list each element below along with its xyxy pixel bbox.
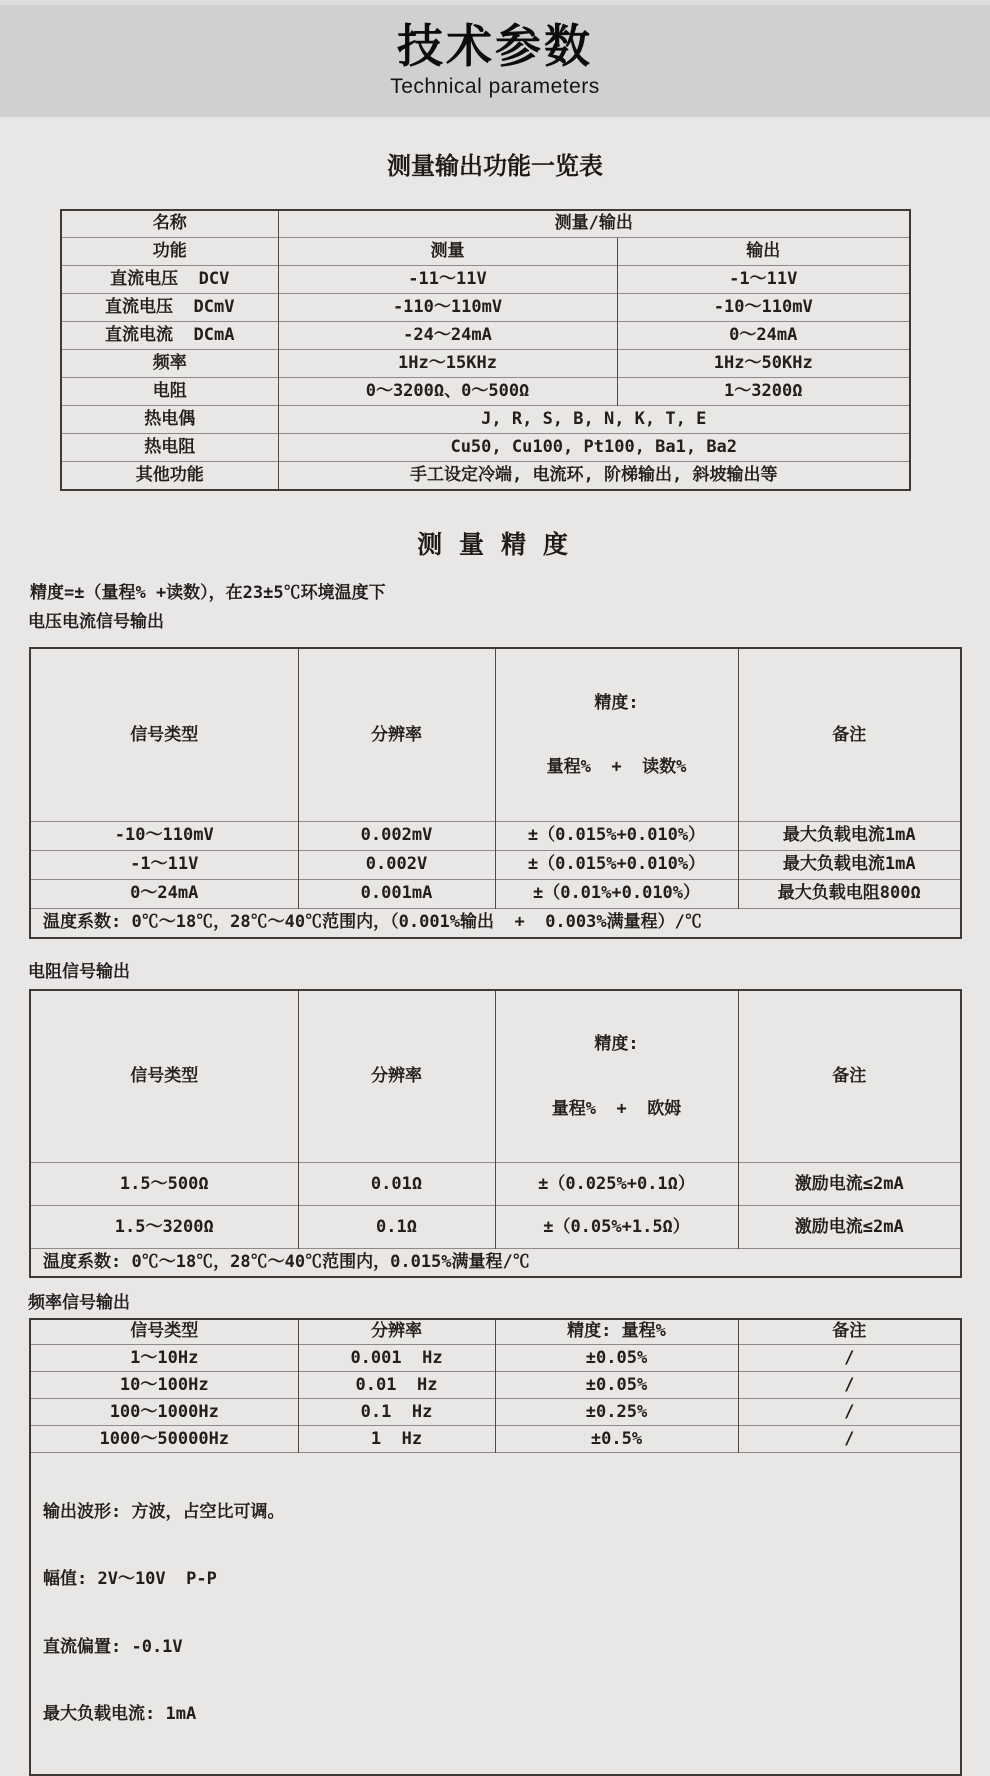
page-subtitle: Technical parameters	[390, 74, 600, 98]
header-resolution-cell: 分辨率	[298, 648, 495, 821]
resolution-cell: 1 Hz	[298, 1426, 495, 1453]
dc-offset-note: 直流偏置: -0.1V	[43, 1636, 183, 1657]
accuracy-cell: ±（0.015%+0.010%）	[495, 822, 738, 851]
function-name-cell: 直流电压 DCmV	[61, 294, 278, 322]
signal-type-cell: 1.5～500Ω	[30, 1163, 298, 1206]
header-output-cell: 输出	[617, 238, 910, 266]
table-row	[30, 880, 961, 909]
header-remark-cell: 备注	[738, 1319, 961, 1345]
resolution-cell: 0.001 Hz	[298, 1345, 495, 1372]
measure-value-cell: -24～24mA	[278, 322, 617, 350]
table-row	[30, 1345, 961, 1372]
remark-cell: 最大负载电流1mA	[738, 851, 961, 880]
waveform-note: 输出波形: 方波，占空比可调。	[43, 1501, 285, 1522]
title-banner	[0, 5, 990, 117]
table-row	[61, 266, 910, 294]
header-remark-cell: 备注	[738, 648, 961, 821]
output-waveform-notes	[30, 1453, 961, 1775]
table-row	[61, 462, 910, 490]
resolution-cell: 0.01Ω	[298, 1163, 495, 1206]
remark-cell: /	[738, 1426, 961, 1453]
signal-type-cell: -10～110mV	[30, 822, 298, 851]
remark-cell: /	[738, 1372, 961, 1399]
accuracy-header-line1: 精度:	[594, 1034, 639, 1055]
temperature-coefficient-note: 温度系数: 0℃～18℃，28℃～40℃范围内，0.015%满量程/℃	[30, 1249, 961, 1277]
resolution-cell: 0.001mA	[298, 880, 495, 909]
table-row	[30, 1372, 961, 1399]
table-row	[61, 238, 910, 266]
signal-type-cell: 1.5～3200Ω	[30, 1206, 298, 1249]
measure-value-cell: 0～3200Ω、0～500Ω	[278, 378, 617, 406]
table-row	[30, 851, 961, 880]
header-resolution-cell: 分辨率	[298, 1319, 495, 1345]
measure-value-cell: -11～11V	[278, 266, 617, 294]
function-name-cell: 频率	[61, 350, 278, 378]
header-signal-type-cell: 信号类型	[30, 990, 298, 1163]
span-value-cell: J, R, S, B, N, K, T, E	[278, 406, 910, 434]
span-value-cell: 手工设定冷端, 电流环, 阶梯输出, 斜坡输出等	[278, 462, 910, 490]
table-row	[61, 406, 910, 434]
header-measure-output-cell: 测量/输出	[278, 210, 910, 238]
signal-type-cell: 10～100Hz	[30, 1372, 298, 1399]
remark-cell: 最大负载电流1mA	[738, 822, 961, 851]
accuracy-condition-note: 精度=±（量程% +读数），在23±5℃环境温度下	[30, 583, 386, 604]
function-name-cell: 电阻	[61, 378, 278, 406]
accuracy-cell: ±0.25%	[495, 1399, 738, 1426]
function-name-cell: 直流电流 DCmA	[61, 322, 278, 350]
accuracy-cell: ±0.05%	[495, 1372, 738, 1399]
measure-value-cell: -110～110mV	[278, 294, 617, 322]
span-value-cell: Cu50, Cu100, Pt100, Ba1, Ba2	[278, 434, 910, 462]
remark-cell: /	[738, 1345, 961, 1372]
accuracy-header-line2: 量程% + 读数%	[546, 757, 687, 778]
accuracy-cell: ±（0.015%+0.010%）	[495, 851, 738, 880]
signal-type-cell: 100～1000Hz	[30, 1399, 298, 1426]
accuracy-cell: ±（0.05%+1.5Ω）	[495, 1206, 738, 1249]
accuracy-cell: ±（0.025%+0.1Ω）	[495, 1163, 738, 1206]
table-row	[61, 350, 910, 378]
header-function-cell: 功能	[61, 238, 278, 266]
table-row	[61, 434, 910, 462]
output-value-cell: 1～3200Ω	[617, 378, 910, 406]
signal-type-cell: 1000～50000Hz	[30, 1426, 298, 1453]
table-row	[30, 822, 961, 851]
table-footnote-row	[30, 1453, 961, 1775]
header-signal-type-cell: 信号类型	[30, 1319, 298, 1345]
function-name-cell: 热电阻	[61, 434, 278, 462]
function-name-cell: 热电偶	[61, 406, 278, 434]
max-load-current-note: 最大负载电流: 1mA	[43, 1704, 197, 1725]
amplitude-note: 幅值: 2V～10V P-P	[43, 1569, 217, 1590]
resistance-output-table	[29, 989, 962, 1278]
frequency-table-label: 频率信号输出	[28, 1292, 130, 1312]
resolution-cell: 0.002mV	[298, 822, 495, 851]
table-footnote-row	[30, 909, 961, 938]
signal-type-cell: 1～10Hz	[30, 1345, 298, 1372]
resistance-table-label: 电阻信号输出	[28, 961, 130, 981]
overview-table-heading: 测量输出功能一览表	[387, 153, 603, 180]
remark-cell: /	[738, 1399, 961, 1426]
header-accuracy-cell: 精度: 量程%	[495, 1319, 738, 1345]
output-value-cell: -10～110mV	[617, 294, 910, 322]
accuracy-cell: ±0.05%	[495, 1345, 738, 1372]
resolution-cell: 0.002V	[298, 851, 495, 880]
function-name-cell: 直流电压 DCV	[61, 266, 278, 294]
output-value-cell: 1Hz～50KHz	[617, 350, 910, 378]
table-row	[30, 1206, 961, 1249]
resolution-cell: 0.1Ω	[298, 1206, 495, 1249]
header-accuracy-cell	[495, 648, 738, 821]
header-name-cell: 名称	[61, 210, 278, 238]
signal-type-cell: 0～24mA	[30, 880, 298, 909]
table-header-row	[30, 1319, 961, 1345]
remark-cell: 最大负载电阻800Ω	[738, 880, 961, 909]
voltage-current-table-label: 电压电流信号输出	[28, 612, 164, 632]
page-title: 技术参数	[397, 20, 593, 72]
table-row	[30, 1163, 961, 1206]
remark-cell: 激励电流≤2mA	[738, 1163, 961, 1206]
signal-type-cell: -1～11V	[30, 851, 298, 880]
header-measure-cell: 测量	[278, 238, 617, 266]
table-header-row	[30, 990, 961, 1163]
header-remark-cell: 备注	[738, 990, 961, 1163]
output-value-cell: -1～11V	[617, 266, 910, 294]
table-row	[30, 1426, 961, 1453]
accuracy-header-line1: 精度:	[594, 692, 639, 713]
measure-output-overview-table	[60, 209, 911, 491]
accuracy-header-line2: 量程% + 欧姆	[551, 1098, 682, 1119]
table-row	[61, 378, 910, 406]
table-header-row	[30, 648, 961, 821]
header-resolution-cell: 分辨率	[298, 990, 495, 1163]
resolution-cell: 0.01 Hz	[298, 1372, 495, 1399]
accuracy-cell: ±0.5%	[495, 1426, 738, 1453]
table-footnote-row	[30, 1249, 961, 1277]
table-row	[61, 322, 910, 350]
table-row	[30, 1399, 961, 1426]
accuracy-section-heading: 测 量 精 度	[417, 530, 573, 559]
table-row	[61, 294, 910, 322]
output-value-cell: 0～24mA	[617, 322, 910, 350]
measure-value-cell: 1Hz～15KHz	[278, 350, 617, 378]
voltage-current-output-table	[29, 647, 962, 938]
header-signal-type-cell: 信号类型	[30, 648, 298, 821]
resolution-cell: 0.1 Hz	[298, 1399, 495, 1426]
header-accuracy-cell	[495, 990, 738, 1163]
frequency-output-table	[29, 1318, 962, 1776]
temperature-coefficient-note: 温度系数: 0℃～18℃，28℃～40℃范围内，（0.001%输出 + 0.003%满量程）/℃	[30, 909, 961, 938]
function-name-cell: 其他功能	[61, 462, 278, 490]
remark-cell: 激励电流≤2mA	[738, 1206, 961, 1249]
accuracy-cell: ±（0.01%+0.010%）	[495, 880, 738, 909]
table-row	[61, 210, 910, 238]
